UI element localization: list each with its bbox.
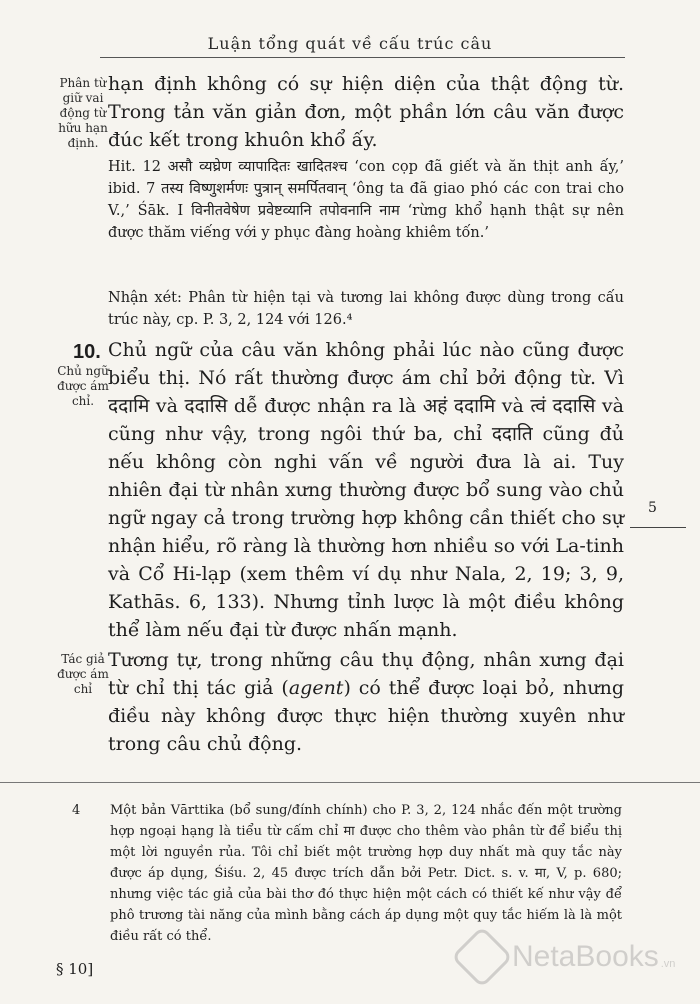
paragraph-remark: Nhận xét: Phân từ hiện tại và tương lai không được dùng trong cấu trúc này, cp. P. 3, 2, 124 với 126.⁴ [108,290,624,328]
footnote-text: Một bản Vārttika (bổ sung/đính chính) cho P. 3, 2, 124 nhắc đến một trường hợp ngoại hạng là tiểu từ cấm chỉ मा được cho thêm vào phân từ để biểu thị một lời nguyền rủa. Tôi chỉ biết một trường hợp duy nhất mà quy tắc này được áp dụng, Śiśu. 2, 45 được trích dẫn bởi Petr. Dict. s. v. मा, V, p. 680; nhưng việc tác giả của bài thơ đó thực hiện một cách có thiết kế như vậy để phô trương tài năng của mình bằng cách áp dụng một quy tắc hiếm là là một điều rất có thể. [110,803,622,944]
footnote-number: 4 [72,803,81,818]
paragraph-examples: Hit. 12 असौ व्यघ्रेण व्यापादितः खादितश्च ‘con cọp đã giết và ăn thịt anh ấy,’ ibid. 7 तस्य विष्णुशर्मणः पुत्रान् समर्पितवान् ‘ông ta đã giao phó các con trai cho V.,’ Śāk. I विनीतवेषेण प्रवेष्टव्यानि तपोवनानि नाम ‘rừng khổ hạnh thật sự nên được thăm viếng với y phục đàng hoàng khiêm tốn.’ [108,159,624,241]
paragraph-implied-subject: Chủ ngữ của câu văn không phải lúc nào cũng được biểu thị. Nó rất thường được ám chỉ bởi động từ. Vì ददामि và ददासि dễ được nhận ra là अहं ददामि và त्वं ददासि và cũng như vậy, trong ngôi thứ ba, chỉ ददाति cũng đủ nếu không còn nghi vấn về người đưa là ai. Tuy nhiên đại từ nhân xưng thường được bổ sung vào chủ ngữ ngay cả trong trường hợp không cần thiết cho sự nhận hiểu, rõ ràng là thường hơn nhiều so với La-tinh và Cổ Hi-lạp (xem thêm ví dụ như Nala, 2, 19; 3, 9, Kathās. 6, 133). Nhưng tỉnh lược là một điều không thể làm nếu đại từ được nhấn mạnh. [108,339,624,641]
watermark-logo [452,924,692,990]
watermark-tld: .vn [660,958,676,970]
paragraph-implied-agent [108,646,624,758]
netabooks-logo-icon [451,926,513,988]
watermark-brand: NetaBooks [512,940,659,973]
section-number: 10. [73,341,101,363]
agent-term: agent [288,677,344,699]
margin-note-implied-agent: Tác giả được ám chỉ [57,652,109,696]
side-rule [630,527,686,528]
margin-note-implied-subject: Chủ ngữ được ám chỉ. [57,364,109,408]
running-header: Luận tổng quát về cấu trúc câu [207,34,493,53]
footnote-rule [0,782,700,783]
paragraph-finite-participle: hạn định không có sự hiện diện của thật động từ. Trong tản văn giản đơn, một phần lớn câu văn được đúc kết trong khuôn khổ ấy. [108,73,624,151]
section-reference: § 10] [56,960,94,978]
agent-text-a: Tương tự, trong những câu thụ động, nhân xưng đại từ chỉ thị tác giả ( [108,649,624,699]
side-line-marker: 5 [648,500,657,516]
agent-text-b: ) có thể được loại bỏ, nhưng điều này không được thực hiện thường xuyên như trong câu chủ động. [108,677,624,755]
margin-note-finite-participle: Phân từ giữ vai động từ hữu hạn định. [58,76,108,150]
header-rule [100,57,625,58]
